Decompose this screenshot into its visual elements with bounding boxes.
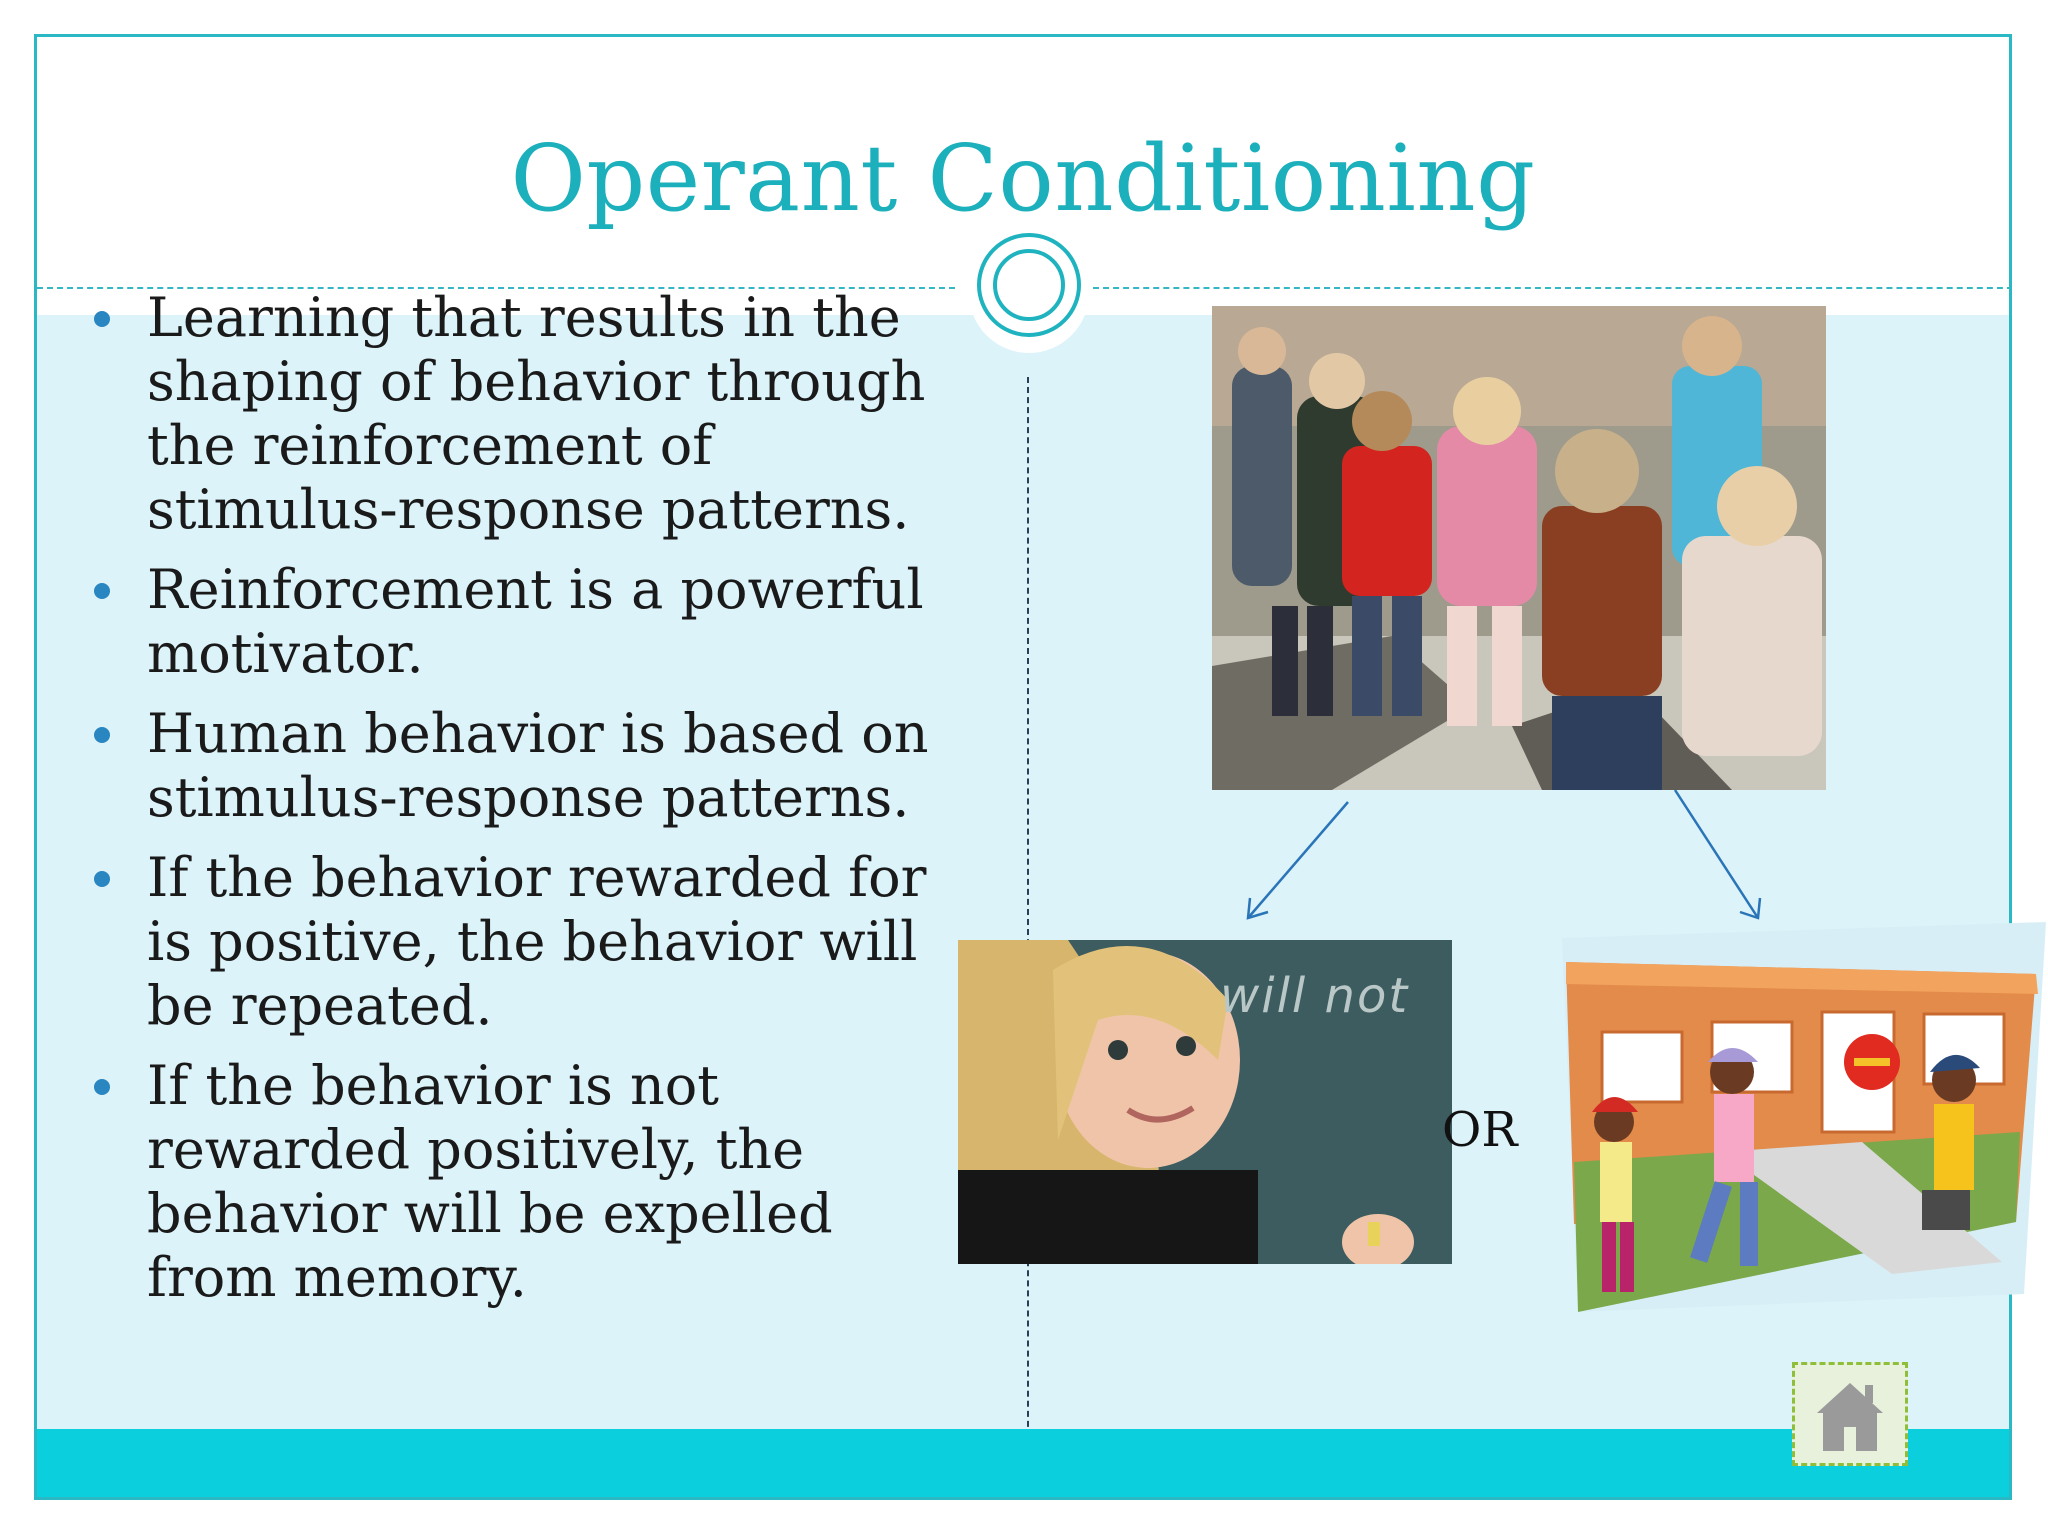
home-button[interactable] xyxy=(1792,1362,1908,1466)
vertical-divider xyxy=(1027,377,1029,1467)
children-in-line-photo xyxy=(1212,306,1826,790)
arrow-right xyxy=(1675,790,1758,918)
bullet-item xyxy=(60,846,960,1038)
bullet-item xyxy=(60,286,960,542)
slide-title: Operant Conditioning xyxy=(510,125,1536,232)
divider-right xyxy=(1093,287,2012,289)
branch-arrows xyxy=(1230,790,1790,930)
bullet-text: Learning that results in the shaping of behavior through the reinforcement of stimulus-response patterns. xyxy=(147,286,926,541)
bullet-text: If the behavior rewarded for is positive, the behavior will be repeated. xyxy=(147,846,927,1037)
kids-playing-clipart xyxy=(1562,922,2046,1312)
bullet-dot xyxy=(94,871,110,887)
bullet-item xyxy=(60,558,960,686)
home-icon xyxy=(1795,1365,1905,1463)
bullet-dot xyxy=(94,311,110,327)
title-ornament xyxy=(977,233,1081,337)
bullet-text: Human behavior is based on stimulus-response patterns. xyxy=(147,702,929,829)
bullet-text: Reinforcement is a powerful motivator. xyxy=(147,558,924,685)
bullet-text: If the behavior is not rewarded positively, the behavior will be expelled from memory. xyxy=(147,1054,833,1309)
chalkboard-text: will not xyxy=(1220,968,1410,1024)
bullet-dot xyxy=(94,727,110,743)
bullet-list xyxy=(60,286,960,1326)
bullet-item xyxy=(60,1054,960,1310)
girl-at-chalkboard-photo xyxy=(958,940,1452,1264)
arrow-left xyxy=(1248,802,1348,918)
bullet-item xyxy=(60,702,960,830)
bottom-bar xyxy=(37,1429,2009,1497)
bullet-dot xyxy=(94,583,110,599)
or-label: OR xyxy=(1442,1102,1518,1158)
bullet-dot xyxy=(94,1079,110,1095)
